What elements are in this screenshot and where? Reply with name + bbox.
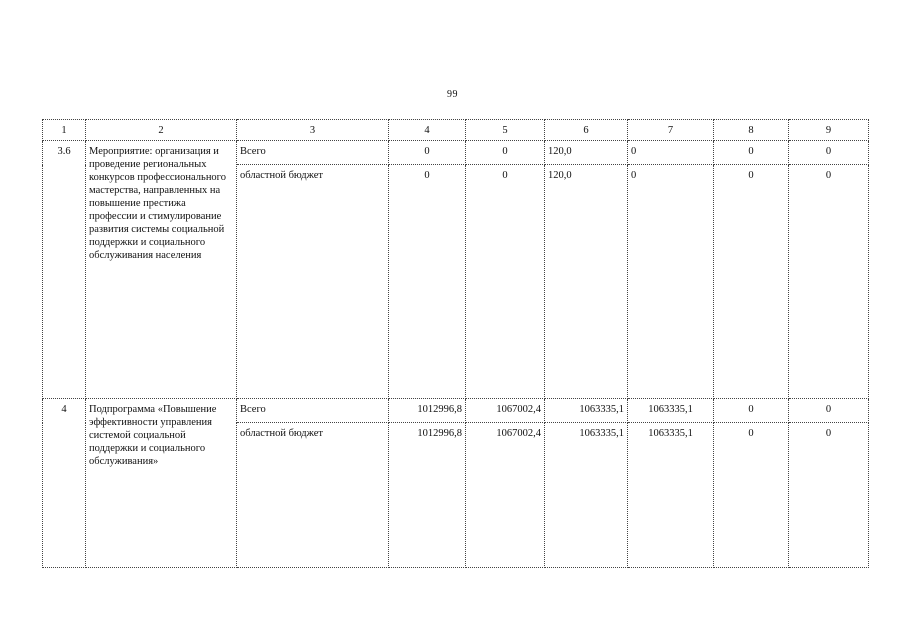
value-col-9: 0: [789, 165, 869, 399]
funding-source: Всего: [237, 399, 389, 423]
value-col-5: 1067002,4: [466, 423, 545, 568]
header-col-1: 1: [43, 120, 86, 141]
value-col-4: 1012996,8: [389, 423, 466, 568]
funding-source: областной бюджет: [237, 165, 389, 399]
row-name: Подпрограмма «Повышение эффективности управления системой социальной поддержки и социального обслуживания»: [86, 399, 237, 568]
value-col-8: 0: [714, 165, 789, 399]
budget-table: [42, 119, 869, 568]
header-col-7: 7: [628, 120, 714, 141]
header-col-3: 3: [237, 120, 389, 141]
row-id: 3.6: [43, 141, 86, 399]
value-col-8: 0: [714, 423, 789, 568]
value-col-5: 0: [466, 141, 545, 165]
row-name: Мероприятие: организация и проведение региональных конкурсов профессионального мастерства, направленных на повышение престижа профессии и стимулирование развития системы социальной поддержки и социального обслуживания населения: [86, 141, 237, 399]
header-col-2: 2: [86, 120, 237, 141]
table-row: [43, 141, 869, 165]
value-col-6: 120,0: [545, 141, 628, 165]
value-col-4: 1012996,8: [389, 399, 466, 423]
table-row: [43, 399, 869, 423]
value-col-7: 1063335,1: [628, 423, 714, 568]
funding-source: Всего: [237, 141, 389, 165]
value-col-8: 0: [714, 399, 789, 423]
value-col-4: 0: [389, 141, 466, 165]
header-col-4: 4: [389, 120, 466, 141]
value-col-7: 0: [628, 165, 714, 399]
value-col-7: 0: [628, 141, 714, 165]
header-col-8: 8: [714, 120, 789, 141]
value-col-6: 1063335,1: [545, 423, 628, 568]
value-col-9: 0: [789, 399, 869, 423]
value-col-7: 1063335,1: [628, 399, 714, 423]
value-col-4: 0: [389, 165, 466, 399]
value-col-5: 1067002,4: [466, 399, 545, 423]
page-number: 99: [447, 89, 458, 100]
header-row: [43, 120, 869, 141]
value-col-9: 0: [789, 423, 869, 568]
header-col-9: 9: [789, 120, 869, 141]
header-col-6: 6: [545, 120, 628, 141]
row-id: 4: [43, 399, 86, 568]
value-col-9: 0: [789, 141, 869, 165]
value-col-6: 1063335,1: [545, 399, 628, 423]
value-col-5: 0: [466, 165, 545, 399]
funding-source: областной бюджет: [237, 423, 389, 568]
value-col-6: 120,0: [545, 165, 628, 399]
value-col-8: 0: [714, 141, 789, 165]
header-col-5: 5: [466, 120, 545, 141]
